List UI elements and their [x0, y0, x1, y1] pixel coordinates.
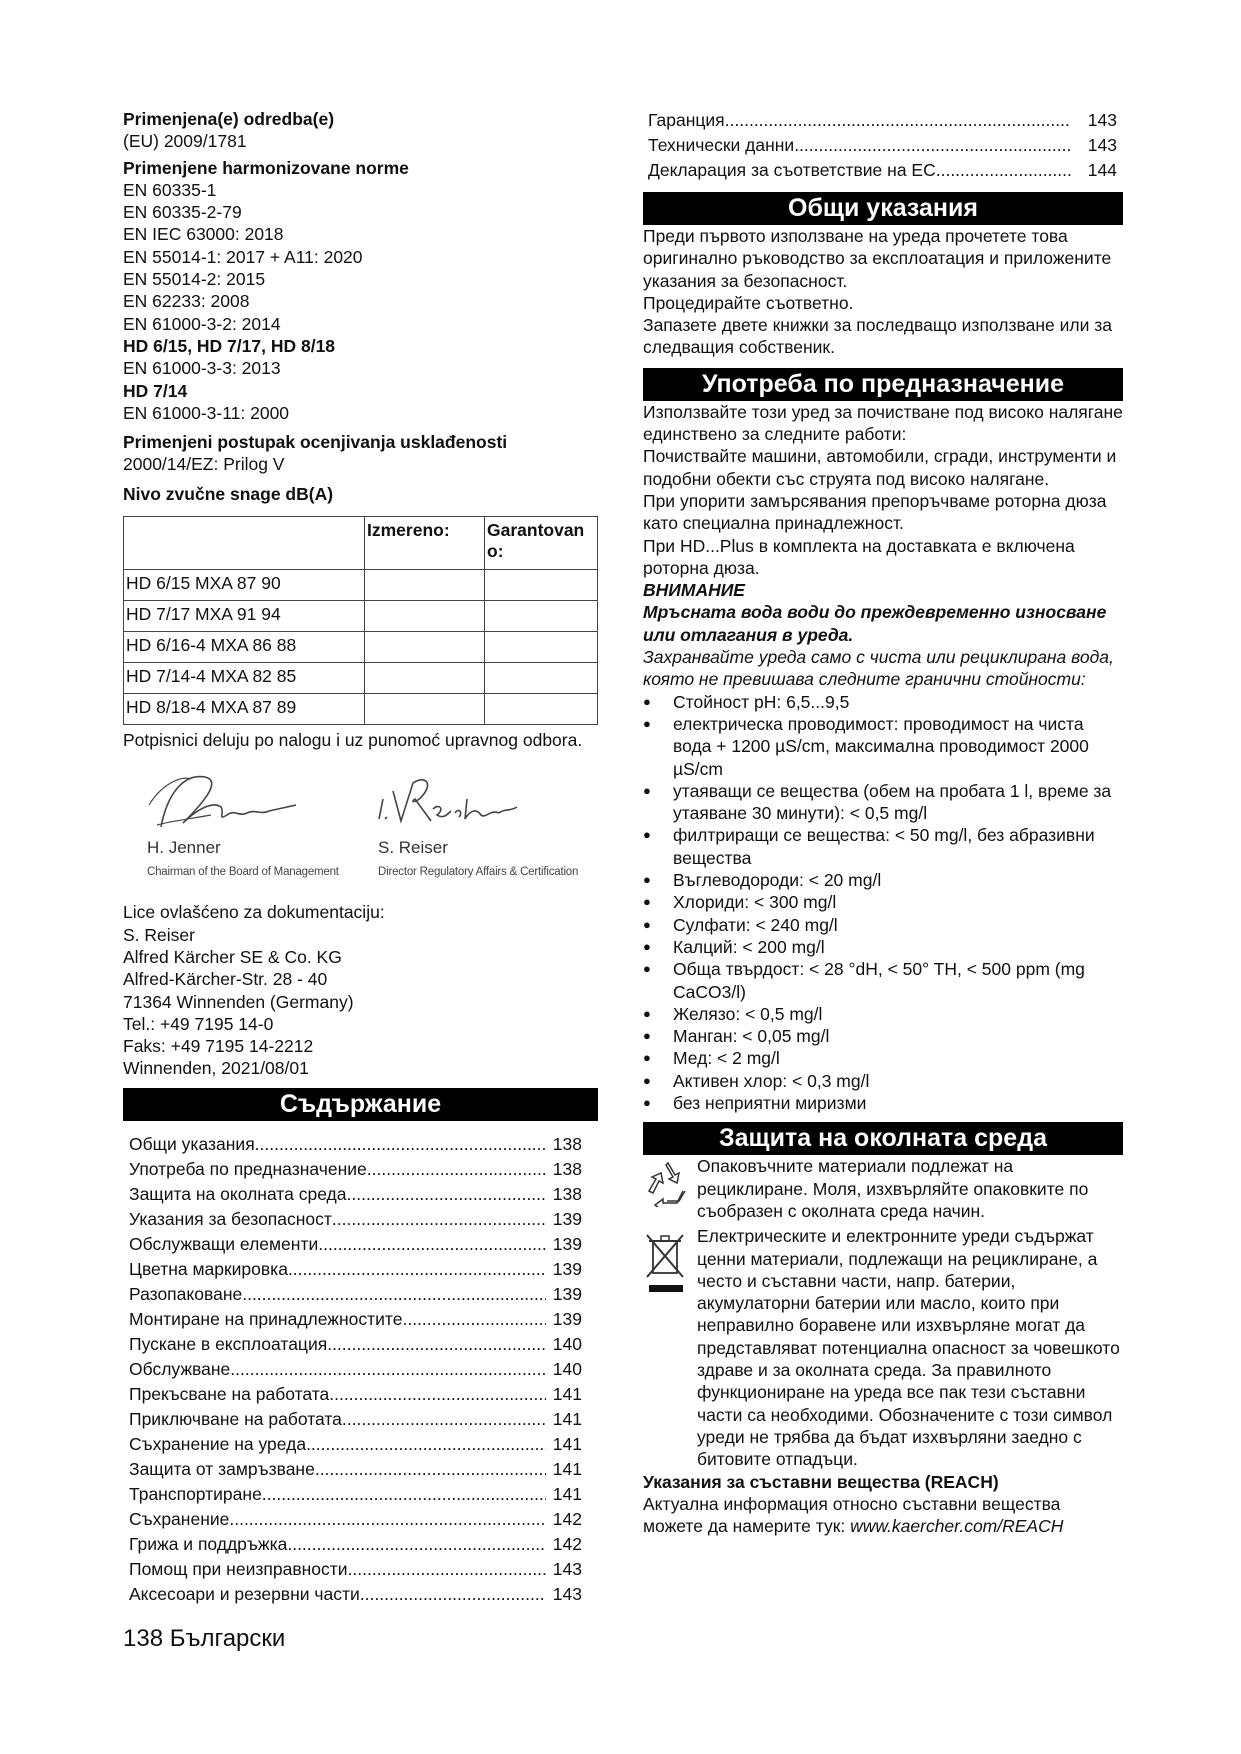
contact-line: Tel.: +49 7195 14-0 [123, 1013, 274, 1034]
signatories-text: Potpisnici deluju po nalogu i uz punomoć upravnog odbora. [123, 730, 583, 751]
toc-page: 143 [1087, 135, 1117, 155]
toc-label: Гаранция [648, 110, 725, 130]
reach-link[interactable]: www.kaercher.com/REACH [850, 1516, 1064, 1537]
table-cell: HD 7/17 MXA 91 94 [124, 601, 365, 632]
list-item: ● електрическа проводимост: проводимост на чиста вода + 1200 µS/cm, максимална проводимост 2000 µS/cm [643, 713, 1123, 780]
table-cell: HD 7/14-4 MXA 82 85 [124, 663, 365, 694]
signature-reiser-icon [373, 769, 523, 835]
list-item: ● Стойност pH: 6,5...9,5 [643, 691, 1123, 713]
procedure-title: Primenjeni postupak ocenjivanja usklađenosti [123, 432, 508, 453]
toc-label: Обслужване [129, 1358, 231, 1379]
group2-norm: EN 61000-3-11: 2000 [123, 402, 290, 423]
warning-text: Мръсната вода води до преждевременно износване или отлагания в уреда. [643, 602, 1107, 645]
toc-page: 140 [552, 1333, 582, 1354]
toc-entry[interactable] [129, 1182, 598, 1207]
toc-entry[interactable] [129, 1582, 598, 1607]
toc-label: Помощ при неизправности [129, 1558, 348, 1579]
norm-item: EN 61000-3-2: 2014 [123, 313, 281, 334]
weee-block [643, 1225, 1123, 1470]
toc-page: 139 [552, 1283, 582, 1304]
toc-label: Обслужващи елементи [129, 1233, 319, 1254]
toc-entry[interactable] [129, 1482, 598, 1507]
toc-page: 143 [552, 1558, 582, 1579]
table-cell: HD 8/18-4 MXA 87 89 [124, 694, 365, 725]
list-item: ● утаяващи се вещества (обем на пробата 1 l, време за утаяване 30 минути): < 0,5 mg/l [643, 780, 1123, 825]
sound-title: Nivo zvučne snage dB(A) [123, 483, 334, 504]
directive-value: (EU) 2009/1781 [123, 131, 247, 152]
toc-page: 141 [552, 1383, 582, 1404]
contact-line: 71364 Winnenden (Germany) [123, 991, 354, 1012]
toc-entry[interactable] [129, 1257, 598, 1282]
toc-page: 142 [552, 1533, 582, 1554]
contact-line: S. Reiser [123, 924, 195, 945]
table-cell: HD 6/16-4 MXA 86 88 [124, 632, 365, 663]
sound-power-table [123, 516, 598, 725]
reach-text: Актуална информация относно съставни вещества можете да намерите тук: [643, 1493, 1061, 1537]
table-cell [365, 570, 485, 601]
table-row [124, 570, 598, 601]
list-item: ● Активен хлор: < 0,3 mg/l [643, 1070, 1123, 1092]
procedure-value: 2000/14/EZ: Prilog V [123, 454, 285, 475]
list-item: ● Калций: < 200 mg/l [643, 936, 1123, 958]
table-header-cell: Izmereno: [365, 517, 485, 570]
water-limits-list [643, 691, 1123, 1115]
page-number: 138 [123, 1625, 164, 1652]
toc-label: Прекъсване на работата [129, 1383, 330, 1404]
table-row [124, 601, 598, 632]
toc-label: Цветна маркировка [129, 1258, 288, 1279]
toc-label: Защита на околната среда [129, 1183, 347, 1204]
paragraph: Процедирайте съответно. [643, 292, 854, 313]
table-cell [365, 601, 485, 632]
table-cell [485, 632, 598, 663]
toc-entry[interactable] [129, 1307, 598, 1332]
list-item: ● без неприятни миризми [643, 1092, 1123, 1114]
toc-label: Декларация за съответствие на ЕС [648, 160, 936, 180]
weee-text: Електрическите и електронните уреди съдържат ценни материали, подлежащи на рециклиране, а често и съставни части, напр. батерии, акумулаторни батерии или масло, които при неправилно боравене или изхвърляне могат да представляват потенциална опасност за човешкото здраве и за околната среда. За правилното функциониране на уреда все пак тези съставни части са необходими. Обозначените с този символ уреди не трябва да бъдат изхвърляни заедно с битовите отпадъци. [697, 1226, 1120, 1470]
toc-entry[interactable] [129, 1332, 598, 1357]
paragraph: При упорити замърсявания препоръчваме роторна дюза като специална принадлежност. [643, 490, 1107, 534]
norm-item: EN 62233: 2008 [123, 291, 250, 312]
group2-title: HD 7/14 [123, 380, 188, 401]
toc-page: 141 [552, 1483, 582, 1504]
group1-norm: EN 61000-3-3: 2013 [123, 358, 281, 379]
toc-entry[interactable] [129, 1357, 598, 1382]
toc-entry[interactable] [129, 1132, 598, 1157]
signatory-title: Director Regulatory Affairs & Certification [378, 866, 579, 879]
list-item: ● Обща твърдост: < 28 °dH, < 50° TH, < 500 ppm (mg CaCO3/l) [643, 958, 1123, 1003]
table-of-contents [123, 1132, 598, 1607]
toc-page: 140 [552, 1358, 582, 1379]
contact-line: Faks: +49 7195 14-2212 [123, 1036, 314, 1057]
table-cell [365, 663, 485, 694]
norm-item: EN IEC 63000: 2018 [123, 224, 284, 245]
section-heading-general: Общи указания [643, 192, 1123, 225]
warning-label: ВНИМАНИЕ [643, 580, 745, 601]
list-item: ● Хлориди: < 300 mg/l [643, 891, 1123, 913]
footer-language: Български [169, 1625, 286, 1652]
signatory-name: H. Jenner [147, 838, 221, 858]
left-column [123, 108, 598, 1607]
list-item: ● филтриращи се вещества: < 50 mg/l, без абразивни вещества [643, 824, 1123, 869]
toc-page: 143 [552, 1583, 582, 1604]
toc-page: 141 [552, 1408, 582, 1429]
directive-title: Primenjena(e) odredba(e) [123, 109, 335, 129]
section-heading-intended-use: Употреба по предназначение [643, 368, 1123, 401]
packaging-block [643, 1155, 1123, 1225]
list-item: ● Сулфати: < 240 mg/l [643, 914, 1123, 936]
norm-item: EN 60335-2-79 [123, 202, 242, 223]
signature-jenner-icon [131, 765, 301, 839]
list-item: ● Манган: < 0,05 mg/l [643, 1025, 1123, 1047]
toc-label: Монтиране на принадлежностите [129, 1308, 403, 1329]
table-cell [485, 601, 598, 632]
table-cell [485, 694, 598, 725]
paragraph: Преди първото използване на уреда прочетете това оригинално ръководство за експлоатация и приложените указания за безопасност. [643, 226, 1112, 291]
contact-line: Alfred-Kärcher-Str. 28 - 40 [123, 969, 328, 990]
toc-entry[interactable] [129, 1282, 598, 1307]
list-item: ● Въглеводороди: < 20 mg/l [643, 869, 1123, 891]
toc-entry[interactable] [129, 1382, 598, 1407]
paragraph: Запазете двете книжки за последващо използване или за следващия собственик. [643, 315, 1112, 358]
toc-label: Пускане в експлоатация [129, 1333, 328, 1354]
toc-entry[interactable] [129, 1507, 598, 1532]
toc-entry[interactable] [129, 1157, 598, 1182]
toc-label: Употреба по предназначение [129, 1158, 367, 1179]
signatory-name: S. Reiser [378, 838, 448, 858]
toc-page: 142 [552, 1508, 582, 1529]
toc-label: Разопаковане [129, 1283, 243, 1304]
toc-entry[interactable] [129, 1432, 598, 1457]
norm-item: EN 60335-1 [123, 179, 217, 200]
table-of-contents-continued [643, 108, 1123, 183]
toc-page: 143 [1087, 110, 1117, 130]
table-cell: HD 6/15 MXA 87 90 [124, 570, 365, 601]
recycling-icon [643, 1161, 689, 1207]
toc-page: 138 [552, 1183, 582, 1204]
crossed-bin-icon [643, 1231, 689, 1295]
table-row [124, 663, 598, 694]
toc-heading: Съдържание [123, 1088, 598, 1121]
table-row [124, 694, 598, 725]
group1-title: HD 6/15, HD 7/17, HD 8/18 [123, 335, 336, 356]
toc-page: 139 [552, 1308, 582, 1329]
contact-line: Lice ovlašćeno za dokumentaciju: [123, 902, 385, 923]
toc-entry[interactable] [129, 1557, 598, 1582]
toc-entry[interactable] [129, 1407, 598, 1432]
paragraph: Почиствайте машини, автомобили, сгради, инструменти и подобни обекти със струята под високо налягане. [643, 446, 1117, 489]
toc-label: Указания за безопасност [129, 1208, 332, 1229]
water-note: Захранвайте уреда само с чиста или рециклирана вода, която не превишава следните гранични стойности: [643, 647, 1114, 690]
toc-entry[interactable] [129, 1232, 598, 1257]
toc-label: Грижа и поддръжка [129, 1533, 288, 1554]
list-item: ● Мед: < 2 mg/l [643, 1047, 1123, 1069]
toc-page: 139 [552, 1233, 582, 1254]
toc-page: 141 [552, 1433, 582, 1454]
list-item: ● Желязо: < 0,5 mg/l [643, 1003, 1123, 1025]
table-cell [365, 694, 485, 725]
table-header-row [124, 517, 598, 570]
toc-entry[interactable] [129, 1532, 598, 1557]
norm-item: EN 55014-2: 2015 [123, 269, 266, 290]
toc-label: Приключване на работата [129, 1408, 342, 1429]
table-cell [485, 570, 598, 601]
page-footer [123, 1625, 286, 1652]
reach-paragraph [643, 1493, 1123, 1538]
toc-label: Технически данни [648, 135, 795, 155]
norms-title: Primenjene harmonizovane norme [123, 157, 409, 178]
contact-line: Winnenden, 2021/08/01 [123, 1058, 309, 1079]
toc-label: Транспортиране [129, 1483, 262, 1504]
signatory-title: Chairman of the Board of Management [147, 866, 339, 879]
reach-title: Указания за съставни вещества (REACH) [643, 1471, 999, 1492]
toc-label: Съхранение [129, 1508, 230, 1529]
toc-label: Аксесоари и резервни части [129, 1583, 360, 1604]
paragraph: Използвайте този уред за почистване под високо налягане единствено за следните работи: [643, 401, 1123, 445]
toc-page: 144 [1087, 160, 1117, 180]
toc-page: 138 [552, 1133, 582, 1154]
toc-page: 139 [552, 1258, 582, 1279]
section-heading-environment: Защита на околната среда [643, 1122, 1123, 1155]
toc-page: 139 [552, 1208, 582, 1229]
table-cell [365, 632, 485, 663]
toc-label: Защита от замръзване [129, 1458, 315, 1479]
contact-line: Alfred Kärcher SE & Co. KG [123, 946, 342, 967]
toc-entry[interactable] [129, 1207, 598, 1232]
signature-block [123, 765, 598, 901]
paragraph: При HD...Plus в комплекта на доставката е включена роторна дюза. [643, 535, 1075, 578]
toc-label: Съхранение на уреда [129, 1433, 307, 1454]
toc-entry[interactable] [129, 1457, 598, 1482]
toc-entry[interactable] [643, 108, 1123, 133]
toc-label: Общи указания [129, 1133, 255, 1154]
table-header-cell [124, 517, 365, 570]
toc-entry[interactable] [643, 158, 1123, 183]
right-column [643, 108, 1123, 1537]
packaging-text: Опаковъчните материали подлежат на рециклиране. Моля, изхвърляйте опаковките по съобразен с околната среда начин. [697, 1156, 1089, 1221]
table-row [124, 632, 598, 663]
table-cell [485, 663, 598, 694]
toc-page: 141 [552, 1458, 582, 1479]
toc-entry[interactable] [643, 133, 1123, 158]
table-header-cell: Garantovan o: [485, 517, 598, 570]
norm-item: EN 55014-1: 2017 + A11: 2020 [123, 246, 363, 267]
toc-page: 138 [552, 1158, 582, 1179]
